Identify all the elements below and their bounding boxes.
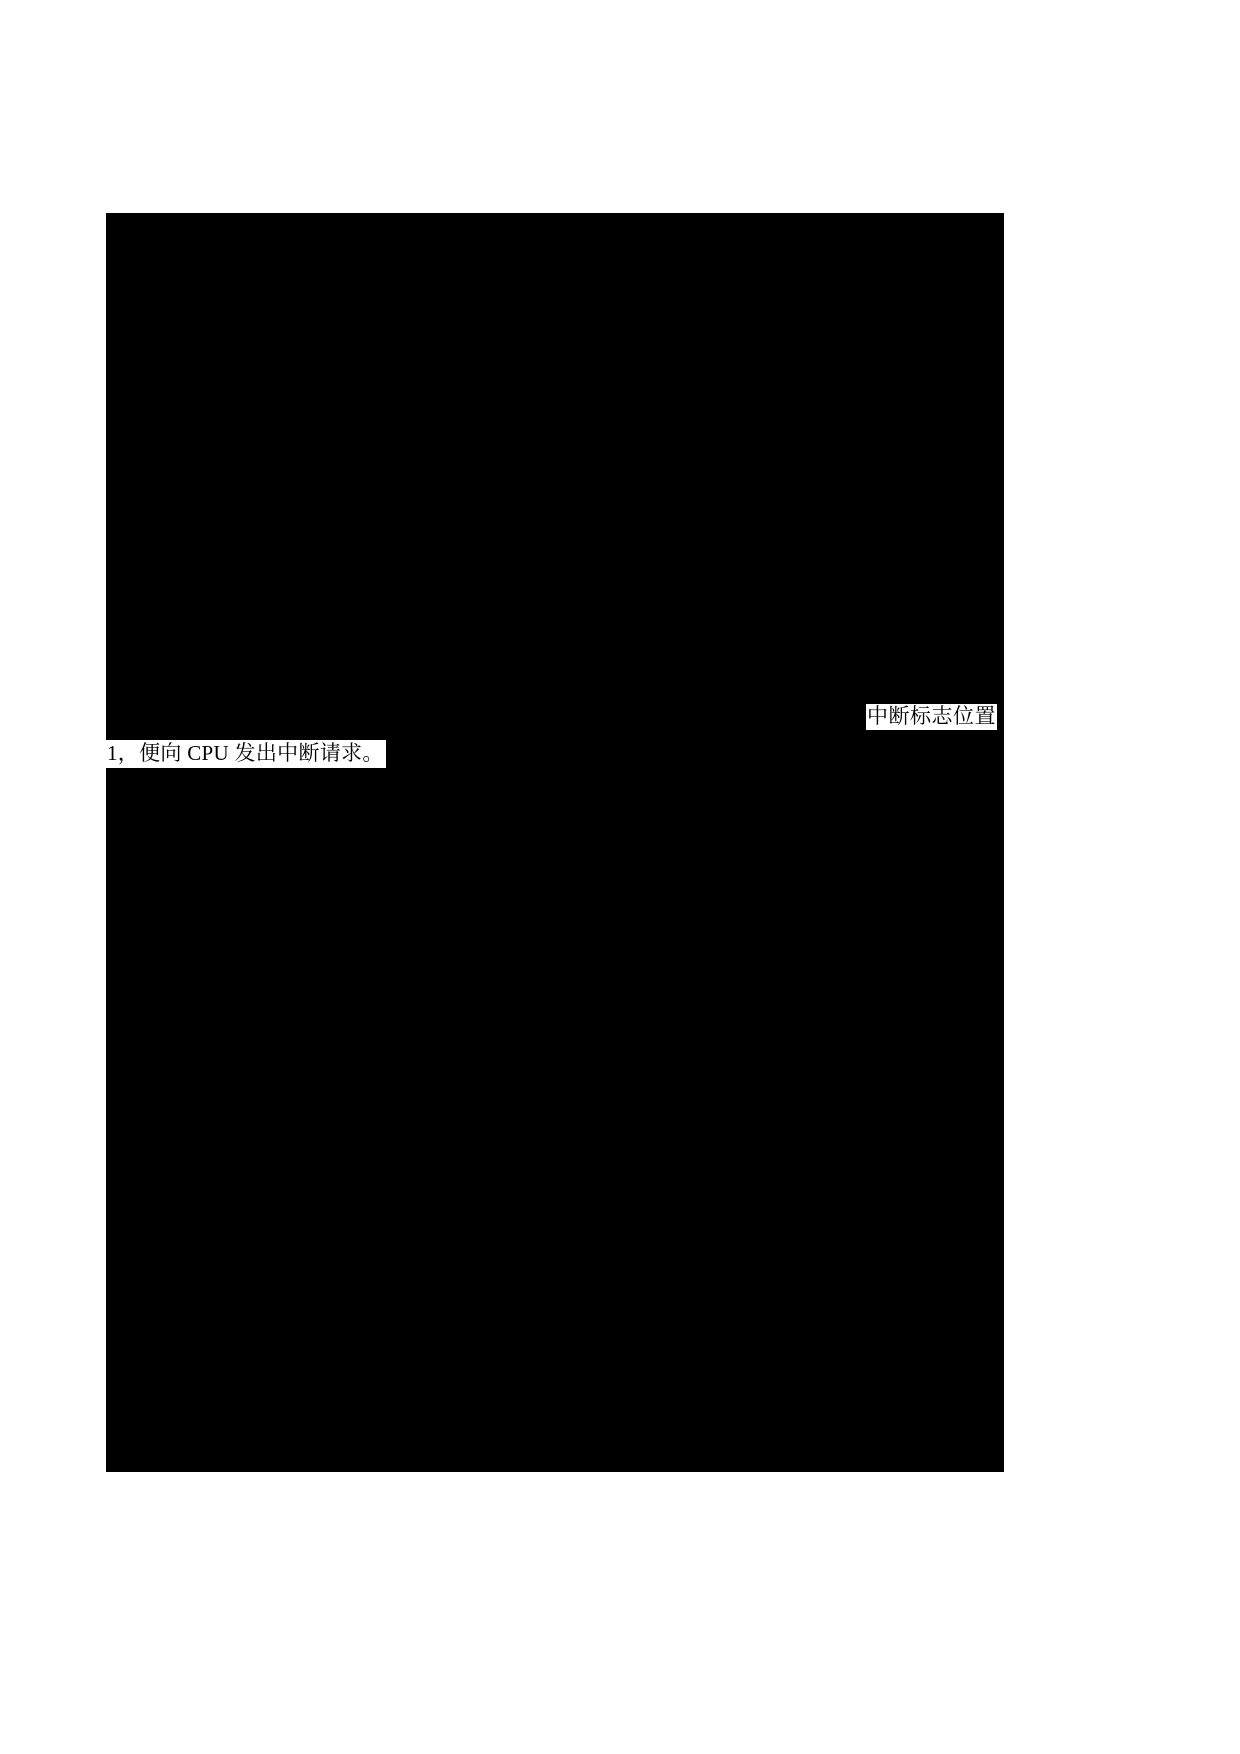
body-text-line: 1，便向 CPU 发出中断请求。 <box>106 740 386 768</box>
redacted-content-block <box>106 213 1004 1472</box>
annotation-label: 中断标志位置 <box>867 704 996 728</box>
